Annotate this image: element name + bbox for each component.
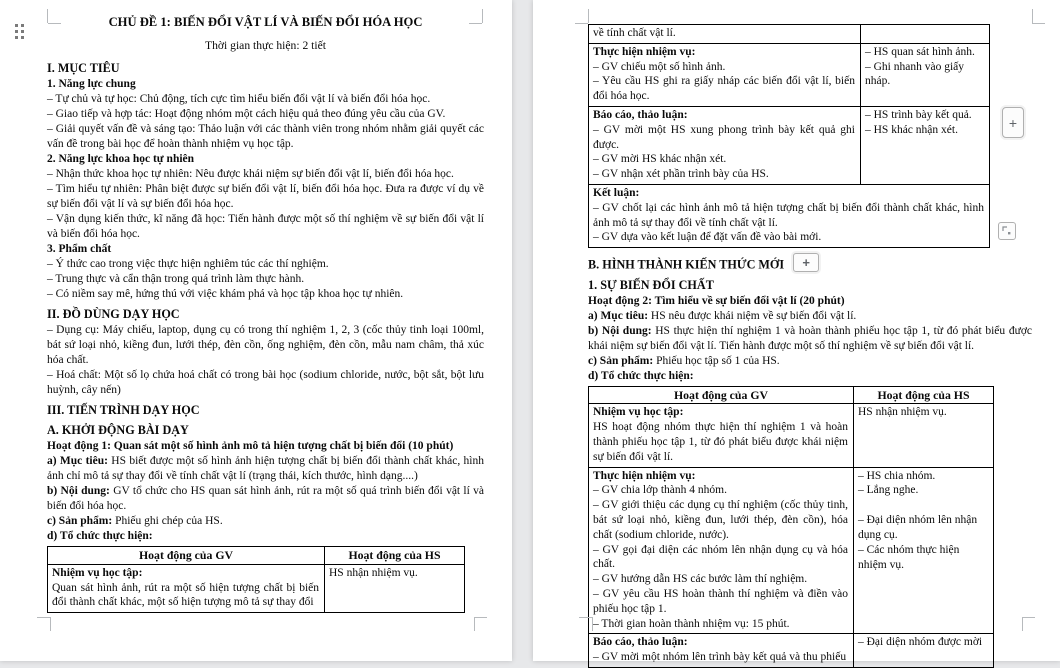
- gv-cell: [589, 634, 854, 668]
- paragraph-drag-handle-icon[interactable]: [13, 22, 25, 41]
- paragraph: – Hoá chất: Một số lọ chứa hoá chất có trong bài học (sodium chloride, nước, bột sắt, bột lưu huỳnh, cây nến): [47, 369, 484, 396]
- paragraph: – Nhận thức khoa học tự nhiên: Nêu được khái niệm sự biến đổi vật lí, biến đổi hóa học.: [47, 168, 454, 180]
- section-heading-label: A. KHỞI ĐỘNG BÀI DẠY: [47, 423, 189, 437]
- page2-paragraphs: [588, 253, 1032, 384]
- cell-line: – Các nhóm thực hiện nhiệm vụ.: [858, 543, 960, 571]
- table-header-cell: Hoạt động của GV: [589, 386, 854, 404]
- paragraph-lead: a) Mục tiêu:: [47, 455, 112, 467]
- lettered-paragraph: a) Mục tiêu: HS biết được một số hình ảnh hiện tượng chất bị biến đổi thành chất khác, hình ảnh chỉ mô tả sự thay đổi về tính chất vật lí (trạng thái, kích thước, hình dạng....): [47, 455, 484, 482]
- cell-line: – GV chốt lại các hình ảnh mô tả hiện tượng chất bị biến đổi thành chất khác, hình ảnh mô tả sự thay đổi về tính chất vật lí.: [593, 201, 984, 229]
- page1-activity-table-wrap: [47, 546, 484, 613]
- cell-line: – HS khác nhận xét.: [865, 123, 958, 136]
- table-row: [589, 467, 994, 634]
- margin-mark-p1-top-left-h: [48, 23, 61, 24]
- page2-content: [533, 0, 1060, 668]
- table-row: [589, 25, 990, 44]
- table-row: [48, 564, 465, 612]
- lettered-paragraph: c) Sản phẩm: Phiếu ghi chép của HS.: [47, 515, 223, 527]
- hs-cell: [861, 25, 990, 44]
- cell-line: – Yêu cầu HS ghi ra giấy nháp các biến đổi vật lí, biến đổi hóa học.: [593, 75, 855, 103]
- page-1[interactable]: [0, 0, 512, 661]
- cell-heading: Nhiệm vụ học tập:: [593, 406, 684, 419]
- page-2[interactable]: [533, 0, 1060, 664]
- table-row: [589, 184, 990, 247]
- hs-cell: [854, 467, 994, 634]
- section-heading-label: 1. SỰ BIẾN ĐỔI CHẤT: [588, 277, 714, 292]
- lettered-paragraph: b) Nội dung: HS thực hiện thí nghiệm 1 và hoàn thành phiếu học tập 1, từ đó phát biểu được khái niệm sự biến đổi vật lí. Tiến hành được một số thí nghiệm về sự biến đổi vật lí.: [588, 324, 1032, 352]
- paragraph: – Dụng cụ: Máy chiếu, laptop, dụng cụ có trong thí nghiệm 1, 2, 3 (cốc thủy tinh loại 100ml, bát sứ loại nhỏ, kiềng đun, lưới thép, đèn cồn, ống nghiệm, đèn cồn, mẫu nam châm, thả xúc hóa chất.: [47, 324, 484, 366]
- section-heading: [47, 422, 484, 438]
- cell-line: HS hoạt động nhóm thực hiện thí nghiệm 1 và hoàn thành phiếu học tập 1, từ đó phát biểu được khái niệm sự biến đổi vật lí.: [593, 421, 848, 463]
- cell-heading: Kết luận:: [593, 186, 640, 199]
- table-header-row: [48, 547, 465, 565]
- gv-cell: [48, 564, 325, 612]
- cell-heading: Báo cáo, thảo luận:: [593, 636, 688, 649]
- cell-heading: Nhiệm vụ học tập:: [52, 566, 143, 579]
- margin-mark-p1-top-right: [482, 9, 483, 23]
- hs-cell: [854, 634, 994, 668]
- margin-mark-p2-top-right-h: [1032, 23, 1045, 24]
- paragraph: – Trung thực và cẩn thận trong quá trình làm thực hành.: [47, 273, 305, 285]
- lettered-paragraph: [588, 369, 1032, 384]
- section-heading-label: B. HÌNH THÀNH KIẾN THỨC MỚI: [588, 257, 785, 272]
- paragraph-lead: a) Mục tiêu:: [588, 309, 651, 322]
- cell-line: – HS trình bày kết quả.: [865, 108, 972, 121]
- lettered-paragraph: c) Sản phẩm: Phiếu học tập số 1 của HS.: [588, 354, 780, 367]
- activity-table: [47, 546, 465, 613]
- paragraph: – Giải quyết vấn đề và sáng tạo: Thảo luận với các thành viên trong nhóm nhằm giải quyết các vấn đề trong bài học để hoàn thành nhiệm vụ học tập.: [47, 123, 484, 150]
- cell-line: – Lắng nghe.: [858, 484, 919, 497]
- page1-paragraphs: [47, 60, 484, 544]
- table-header-cell: Hoạt động của HS: [854, 386, 994, 404]
- paragraph: – Giao tiếp và hợp tác: Hoạt động nhóm một cách hiệu quả theo đúng yêu cầu của GV.: [47, 108, 446, 120]
- paragraph: – Tự chủ và tự học: Chủ động, tích cực tìm hiểu biến đổi vật lí và biến đổi hóa học.: [47, 93, 431, 105]
- table-row: [589, 106, 990, 184]
- paragraph-lead: b) Nội dung:: [47, 485, 114, 497]
- page1-content: [0, 0, 512, 613]
- margin-mark-p2-top-left-h: [575, 23, 588, 24]
- margin-mark-p2-bottom-right: [1022, 617, 1023, 631]
- cell-line: Quan sát hình ảnh, rút ra một số hiện tượng chất bị biến đổi thành chất khác, một số hiện tượng mô tả sự thay đổi: [52, 581, 319, 609]
- lettered-paragraph: a) Mục tiêu: HS nêu được khái niệm về sự biến đổi vật lí.: [588, 309, 857, 322]
- activity-table: [588, 24, 990, 248]
- layout-corner-button[interactable]: [998, 222, 1016, 240]
- cell-line: – Đại diện nhóm được mời: [858, 636, 983, 649]
- insert-row-plus-button[interactable]: +: [1002, 107, 1024, 138]
- bold-paragraph: Hoạt động 1: Quan sát một số hình ảnh mô tả hiện tượng chất bị biến đổi (10 phút): [47, 440, 454, 452]
- paragraph-lead: b) Nội dung:: [588, 324, 656, 337]
- section-heading-label: II. ĐỒ DÙNG DẠY HỌC: [47, 307, 180, 321]
- section-heading: [47, 60, 484, 76]
- full-width-cell: [589, 184, 990, 247]
- paragraph-lead: d) Tổ chức thực hiện:: [588, 369, 694, 382]
- cell-line: – GV yêu cầu HS hoàn thành thí nghiệm và điền vào phiếu học tập 1.: [593, 588, 848, 615]
- margin-mark-p2-top-left: [588, 9, 589, 23]
- cell-line: về tính chất vật lí.: [593, 27, 676, 39]
- hs-cell: [325, 564, 465, 612]
- hs-cell: [854, 404, 994, 467]
- cell-line: – GV nhận xét phần trình bày của HS.: [593, 168, 769, 181]
- lettered-paragraph: b) Nội dung: GV tổ chức cho HS quan sát hình ảnh, rút ra một số quá trình biến đổi vật lí và biến đổi hóa học.: [47, 485, 484, 512]
- doc-title: CHỦ ĐỀ 1: BIẾN ĐỔI VẬT LÍ VÀ BIẾN ĐỔI HÓA HỌC: [108, 15, 423, 29]
- table-header-cell: Hoạt động của GV: [48, 547, 325, 565]
- cell-line: – HS quan sát hình ảnh.: [865, 45, 975, 58]
- cell-line: – GV dựa vào kết luận để đặt vấn đề vào bài mới.: [593, 231, 822, 244]
- paragraph-lead: d) Tổ chức thực hiện:: [47, 530, 153, 542]
- table-row: [589, 634, 994, 668]
- section-heading: [47, 402, 484, 418]
- section-heading-label: I. MỤC TIÊU: [47, 61, 120, 75]
- gv-cell: [589, 25, 861, 44]
- cell-line: – GV mời HS khác nhận xét.: [593, 153, 727, 166]
- lettered-paragraph: [47, 529, 484, 544]
- margin-mark-p1-top-left: [47, 9, 48, 23]
- margin-mark-p2-bottom-right-h: [1022, 617, 1035, 618]
- paragraph: – Ý thức cao trong việc thực hiện nghiêm túc các thí nghiệm.: [47, 258, 329, 270]
- doc-subtitle: Thời gian thực hiện: 2 tiết: [205, 39, 326, 52]
- expand-section-plus-button[interactable]: +: [793, 253, 819, 272]
- gv-cell: [589, 404, 854, 467]
- cell-line: – GV giới thiệu các dụng cụ thí nghiệm (cốc thủy tinh, bát sứ loại nhỏ, kiềng đun, lưới thép, đèn cồn), hóa chất (sodium chloride, nước).: [593, 499, 848, 541]
- bold-paragraph: 3. Phẩm chất: [47, 243, 112, 255]
- cell-line: – GV gọi đại diện các nhóm lên nhận dụng cụ và hóa chất.: [593, 543, 848, 571]
- cell-line: – Thời gian hoàn thành nhiệm vụ: 15 phút.: [593, 617, 790, 630]
- hs-cell: [861, 106, 990, 184]
- bold-paragraph: 1. Năng lực chung: [47, 78, 136, 90]
- margin-mark-p1-bottom-right-h: [474, 617, 487, 618]
- section-heading: [588, 253, 1032, 273]
- activity-table: [588, 386, 994, 668]
- table-row: [589, 404, 994, 467]
- layout-corner-icon: [1002, 226, 1012, 236]
- margin-mark-p2-bottom-left: [592, 617, 593, 631]
- gv-cell: [589, 106, 861, 184]
- page2-activity-table-continued-wrap: [588, 24, 1032, 248]
- paragraph: – Tìm hiểu tự nhiên: Phân biệt được sự biến đổi vật lí, biến đổi hóa học. Đưa ra được ví dụ về sự biến đổi vật lí và sự biến đổi hóa học.: [47, 183, 484, 210]
- cell-line: – HS chia nhóm.: [858, 469, 936, 482]
- gv-cell: [589, 43, 861, 106]
- table-header-cell: Hoạt động của HS: [325, 547, 465, 565]
- paragraph: – Vận dụng kiến thức, kĩ năng đã học: Tiến hành được một số thí nghiệm về sự biến đổi vật lí và biến đổi hóa học.: [47, 213, 484, 240]
- margin-mark-p1-bottom-left: [50, 617, 51, 631]
- paragraph: – Có niềm say mê, hứng thú với việc khám phá và học tập khoa học tự nhiên.: [47, 288, 404, 300]
- table-row: [589, 43, 990, 106]
- cell-line: – GV mời một nhóm lên trình bày kết quả và thu phiếu: [593, 651, 847, 664]
- bold-paragraph: 2. Năng lực khoa học tự nhiên: [47, 153, 195, 165]
- cell-line: – Ghi nhanh vào giấy nháp.: [865, 60, 965, 88]
- section-heading: [47, 306, 484, 322]
- gv-cell: [589, 467, 854, 634]
- margin-mark-p2-top-right: [1032, 9, 1033, 23]
- margin-mark-p1-bottom-right: [474, 617, 475, 631]
- paragraph-lead: c) Sản phẩm:: [47, 515, 116, 527]
- cell-line: HS nhận nhiệm vụ.: [329, 566, 418, 579]
- cell-line: – GV chiếu một số hình ảnh.: [593, 60, 726, 73]
- margin-mark-p1-top-right-h: [469, 23, 482, 24]
- cell-line: – GV mời một HS xung phong trình bày kết quả ghi được.: [593, 123, 855, 151]
- bold-paragraph: Hoạt động 2: Tìm hiểu về sự biến đổi vật lí (20 phút): [588, 294, 845, 307]
- cell-heading: Báo cáo, thảo luận:: [593, 108, 688, 121]
- cell-line: HS nhận nhiệm vụ.: [858, 406, 947, 419]
- section-heading: [588, 277, 1032, 293]
- table-header-row: [589, 386, 994, 404]
- cell-line: – Đại diện nhóm lên nhận dụng cụ.: [858, 514, 978, 542]
- cell-line: – GV hướng dẫn HS các bước làm thí nghiệm.: [593, 573, 808, 586]
- section-heading-label: III. TIẾN TRÌNH DẠY HỌC: [47, 403, 200, 417]
- cell-heading: Thực hiện nhiệm vụ:: [593, 45, 696, 58]
- page2-activity-table-wrap: [588, 386, 1032, 668]
- paragraph-lead: c) Sản phẩm:: [588, 354, 657, 367]
- hs-cell: [861, 43, 990, 106]
- cell-line: – GV chia lớp thành 4 nhóm.: [593, 484, 727, 497]
- margin-mark-p1-bottom-left-h: [37, 617, 50, 618]
- cell-heading: Thực hiện nhiệm vụ:: [593, 469, 696, 482]
- margin-mark-p2-bottom-left-h: [579, 617, 592, 618]
